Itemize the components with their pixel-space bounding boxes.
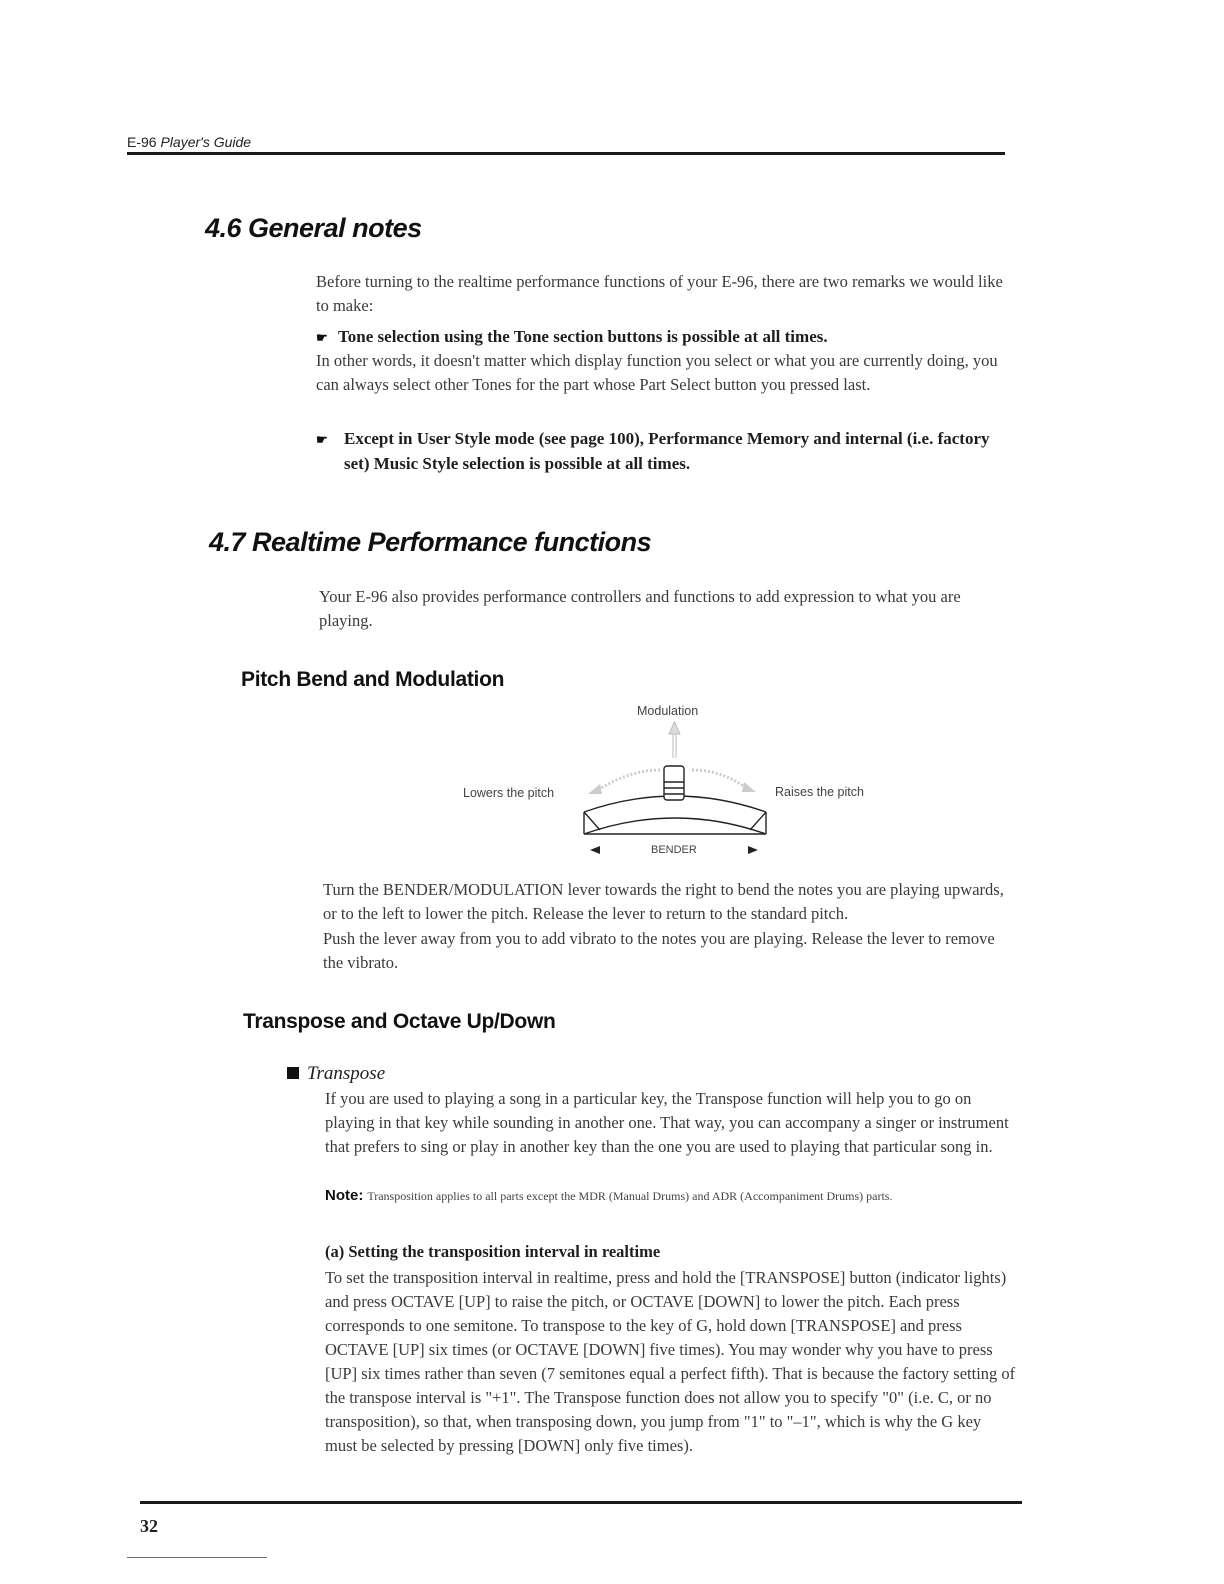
section-4-6-title: 4.6 General notes: [205, 213, 422, 243]
left-motion-arrow-icon: [598, 770, 660, 790]
transpose-para: If you are used to playing a song in a particular key, the Transpose function will help you to go on playing in that key while sounding in another one. That way, you can accompany a singer or instrument that prefers to sing or play in another key than the one you are used to playing that particular song in.: [325, 1089, 1009, 1156]
bullet-tone-selection: [316, 325, 1006, 350]
modulation-label: Modulation: [637, 704, 699, 718]
pointing-hand-icon: ☛: [316, 330, 328, 345]
lowers-pitch-label: Lowers the pitch: [463, 786, 555, 800]
bullet-user-style: [316, 427, 1006, 476]
right-arrowhead-icon: [742, 782, 756, 792]
left-arrowhead-icon: [588, 784, 602, 794]
bullet-user-style-text: Except in User Style mode (see page 100), Performance Memory and internal (i.e. factory set) Music Style selection is possible at all times.: [344, 429, 990, 473]
footer-link-line: [127, 1557, 267, 1558]
header-rule: [127, 152, 1005, 155]
section-4-6-intro: Before turning to the realtime performance functions of your E-96, there are two remarks we would like to make:: [316, 272, 1003, 315]
bullet-tone-selection-text: Tone selection using the Tone section buttons is possible at all times.: [338, 327, 828, 346]
right-motion-arrow-icon: [692, 770, 746, 788]
transpose-subheading-text: Transpose: [307, 1063, 386, 1084]
raises-pitch-label: Raises the pitch: [775, 785, 864, 799]
pitch-bend-heading: Pitch Bend and Modulation: [241, 668, 505, 691]
page-number: 32: [140, 1516, 158, 1536]
running-header: [127, 134, 251, 150]
footer-rule: [140, 1501, 1022, 1504]
pitch-bend-para-2: Push the lever away from you to add vibrato to the notes you are playing. Release the lever to remove the vibrato.: [323, 929, 995, 972]
modulation-arrow-icon: [669, 722, 680, 758]
section-4-7-intro: Your E-96 also provides performance controllers and functions to add expression to what you are playing.: [319, 587, 961, 630]
bender-lever-diagram: [560, 718, 790, 858]
bullet-tone-selection-body: In other words, it doesn't matter which display function you select or what you are currently doing, you can always select other Tones for the part whose Part Select button you pressed last.: [316, 351, 998, 394]
pointing-hand-icon: ☛: [316, 432, 328, 447]
note-text: Transposition applies to all parts except the MDR (Manual Drums) and ADR (Accompaniment Drums) parts.: [367, 1189, 893, 1203]
bender-label: BENDER: [651, 844, 697, 856]
lever-housing-icon: [584, 796, 766, 834]
bender-left-arrow-icon: [590, 846, 600, 854]
lever-knob-icon: [664, 766, 684, 800]
header-model: E-96: [127, 134, 157, 150]
transpose-note: [325, 1186, 1015, 1206]
header-guide: Player's Guide: [160, 134, 252, 150]
pitch-bend-para-1: Turn the BENDER/MODULATION lever towards the right to bend the notes you are playing upwards, or to the left to lower the pitch. Release the lever to return to the standard pitch.: [323, 880, 1004, 923]
transpose-para-a: To set the transposition interval in realtime, press and hold the [TRANSPOSE] button (indicator lights) and press OCTAVE [UP] to raise the pitch, or OCTAVE [DOWN] to lower the pitch. Each press corresponds to one semitone. To transpose to the key of G, hold down [TRANSPOSE] and press OCTAVE [UP] six times (or OCTAVE [DOWN] five times). You may wonder why you have to press [UP] six times rather than seven (7 semitones equal a perfect fifth). That is because the factory setting of the transpose interval is "+1". The Transpose function does not allow you to specify "0" (i.e. C, or no transposition), so that, when transposing down, you jump from "1" to "–1", which is why the G key must be selected by pressing [DOWN] only five times).: [325, 1268, 1016, 1455]
section-4-7-title: 4.7 Realtime Performance functions: [209, 527, 652, 557]
square-bullet-icon: [287, 1067, 299, 1079]
transpose-sub-a: (a) Setting the transposition interval in realtime: [325, 1242, 661, 1261]
note-label: Note:: [325, 1187, 364, 1204]
transpose-heading: Transpose and Octave Up/Down: [243, 1010, 556, 1033]
bender-right-arrow-icon: [748, 846, 758, 854]
transpose-subheading: [287, 1063, 385, 1085]
